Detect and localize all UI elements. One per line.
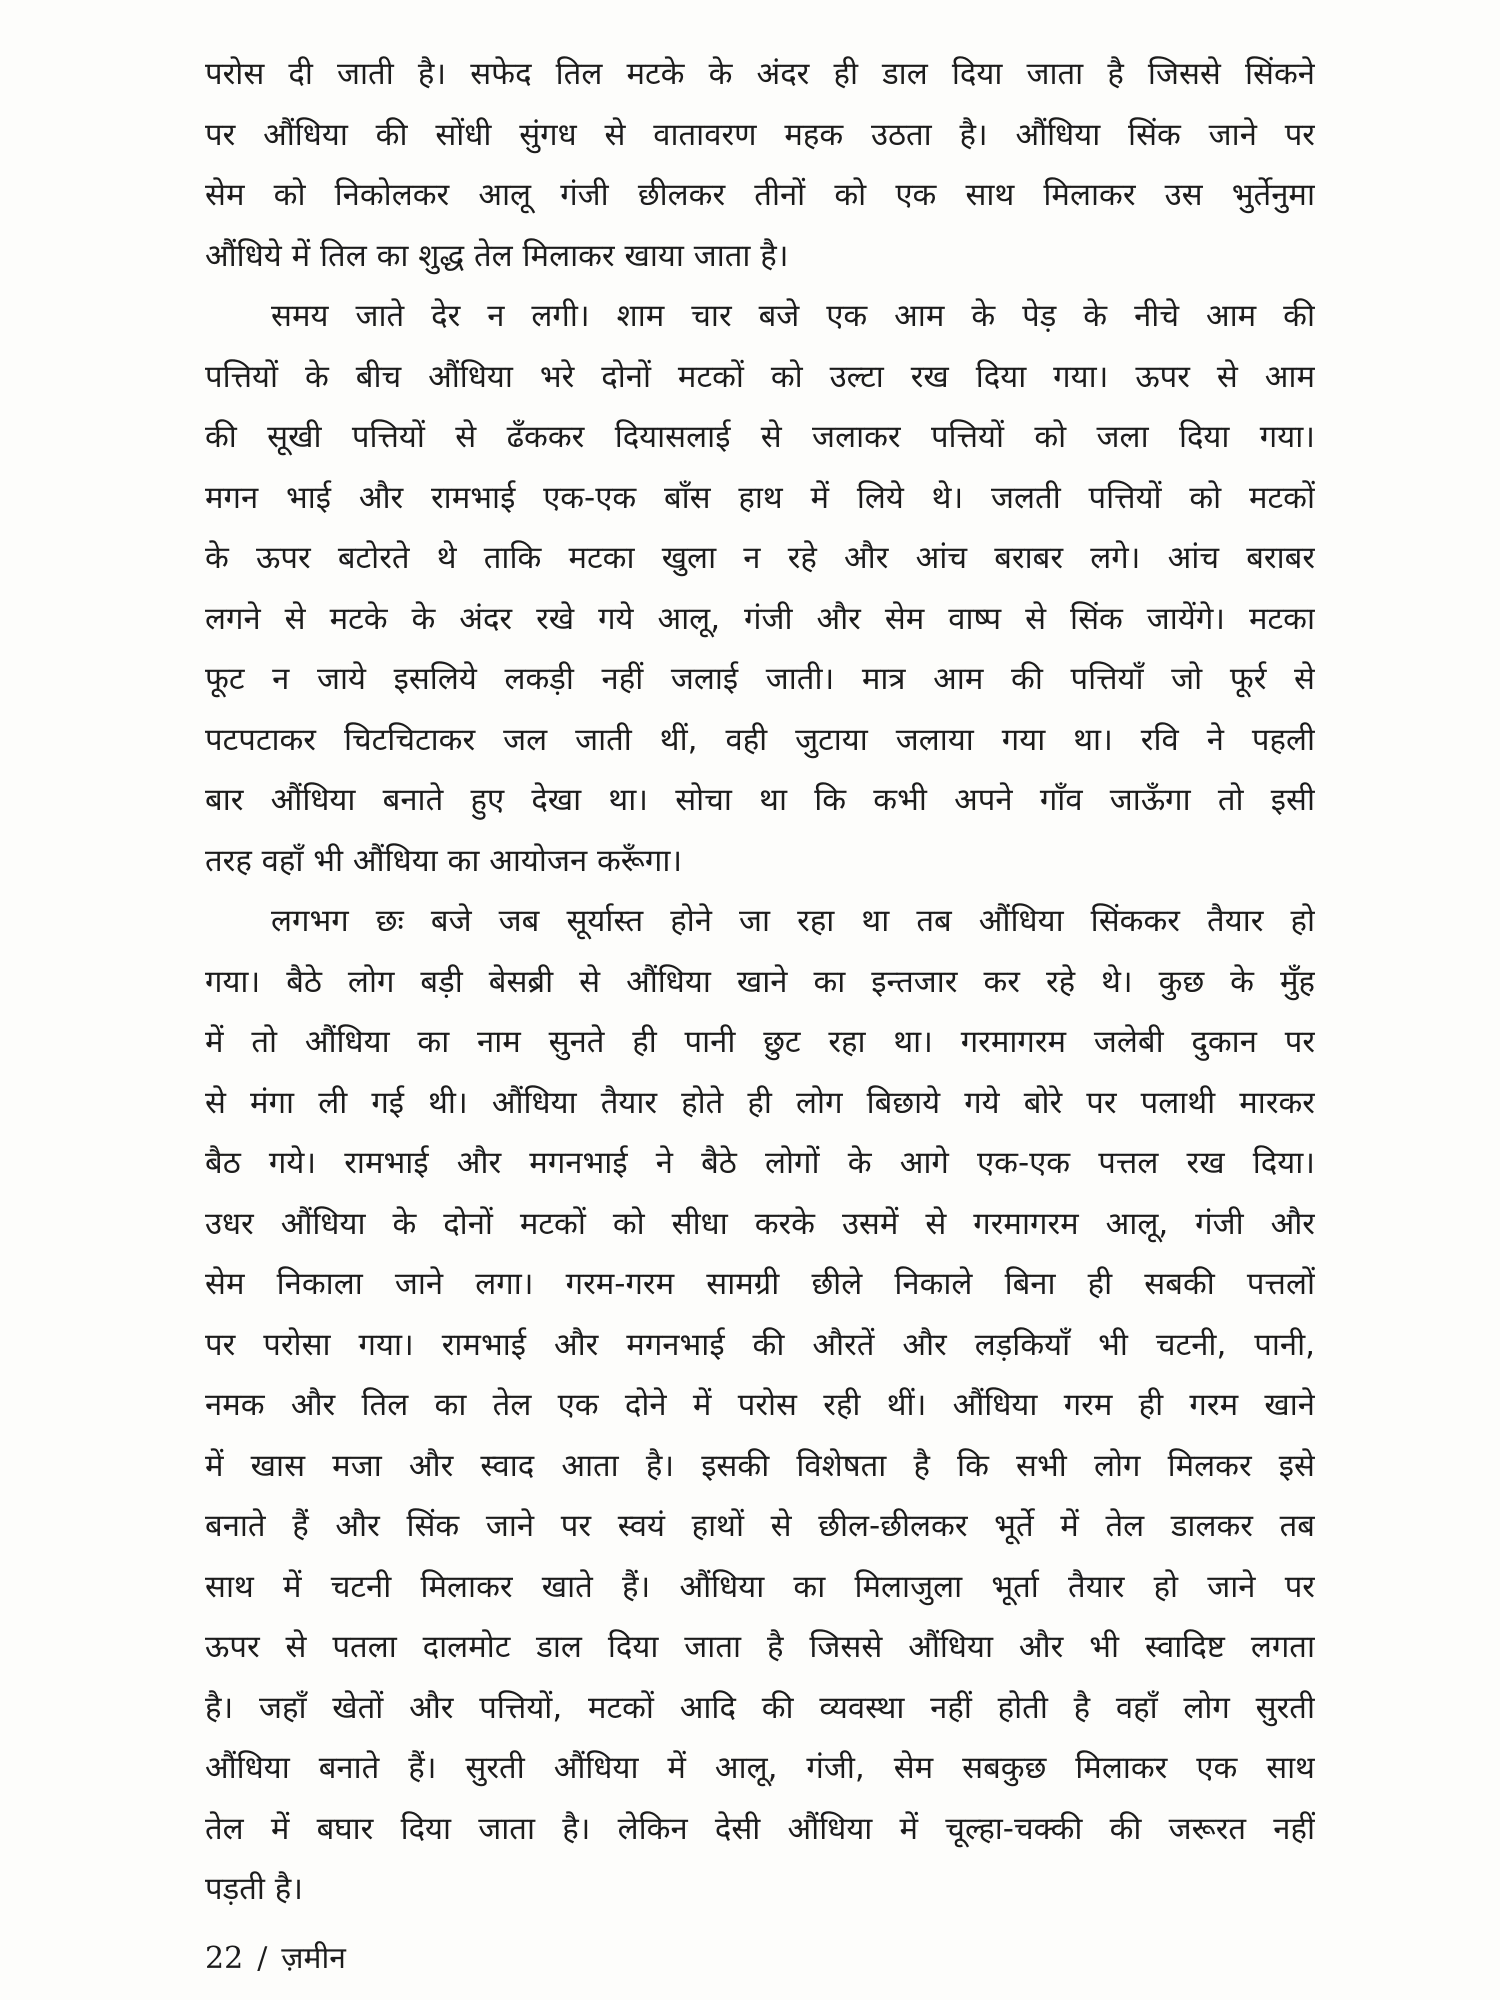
- text-line: पर औंधिया की सोंधी सुंगध से वातावरण महक उठता है। औंधिया सिंक जाने पर: [205, 116, 1315, 153]
- text-line: से मंगा ली गई थी। औंधिया तैयार होते ही लोग बिछाये गये बोरे पर पलाथी मारकर: [205, 1084, 1315, 1121]
- book-title: ज़मीन: [281, 1941, 346, 1976]
- text-line: है। जहाँ खेतों और पत्तियों, मटकों आदि की व्यवस्था नहीं होती है वहाँ लोग सुरती: [205, 1689, 1315, 1726]
- text-line: साथ में चटनी मिलाकर खाते हैं। औंधिया का मिलाजुला भूर्ता तैयार हो जाने पर: [205, 1568, 1315, 1605]
- text-line: बार औंधिया बनाते हुए देखा था। सोचा था कि कभी अपने गाँव जाऊँगा तो इसी: [205, 782, 1315, 818]
- text-line: की सूखी पत्तियों से ढँककर दियासलाई से जलाकर पत्तियों को जला दिया गया।: [205, 419, 1315, 455]
- text-line: में खास मजा और स्वाद आता है। इसकी विशेषता है कि सभी लोग मिलकर इसे: [205, 1447, 1315, 1484]
- text-line: सेम को निकोलकर आलू गंजी छीलकर तीनों को एक साथ मिलाकर उस भुर्तेनुमा: [205, 177, 1315, 213]
- footer-separator: /: [257, 1941, 268, 1976]
- body-text: [205, 44, 1315, 1920]
- text-line: सेम निकाला जाने लगा। गरम-गरम सामग्री छीले निकाले बिना ही सबकी पत्तलों: [205, 1266, 1315, 1302]
- page-number: 22: [205, 1941, 244, 1976]
- text-line: समय जाते देर न लगी। शाम चार बजे एक आम के पेड़ के नीचे आम की: [271, 298, 1315, 334]
- text-line: औंधिया बनाते हैं। सुरती औंधिया में आलू, गंजी, सेम सबकुछ मिलाकर एक साथ: [205, 1750, 1315, 1786]
- text-line: पर परोसा गया। रामभाई और मगनभाई की औरतें और लड़कियाँ भी चटनी, पानी,: [205, 1326, 1315, 1363]
- text-line: परोस दी जाती है। सफेद तिल मटके के अंदर ही डाल दिया जाता है जिससे सिंकने: [205, 56, 1315, 92]
- text-line: तेल में बघार दिया जाता है। लेकिन देसी औंधिया में चूल्हा-चक्की की जरूरत नहीं: [205, 1810, 1315, 1847]
- text-line: पत्तियों के बीच औंधिया भरे दोनों मटकों को उल्टा रख दिया गया। ऊपर से आम: [205, 358, 1315, 395]
- text-line: लगने से मटके के अंदर रखे गये आलू, गंजी और सेम वाष्प से सिंक जायेंगे। मटका: [205, 600, 1315, 637]
- text-line: में तो औंधिया का नाम सुनते ही पानी छुट रहा था। गरमागरम जलेबी दुकान पर: [205, 1024, 1315, 1060]
- text-line: बैठ गये। रामभाई और मगनभाई ने बैठे लोगों के आगे एक-एक पत्तल रख दिया।: [205, 1145, 1315, 1181]
- page-footer: [205, 1936, 346, 1977]
- text-line: तरह वहाँ भी औंधिया का आयोजन करूँगा।: [205, 842, 683, 879]
- text-line: गया। बैठे लोग बड़ी बेसब्री से औंधिया खाने का इन्तजार कर रहे थे। कुछ के मुँह: [205, 963, 1315, 1000]
- text-line: औंधिये में तिल का शुद्ध तेल मिलाकर खाया जाता है।: [205, 237, 789, 274]
- text-line: फूट न जाये इसलिये लकड़ी नहीं जलाई जाती। मात्र आम की पत्तियाँ जो फूर्र से: [205, 661, 1315, 697]
- text-line: नमक और तिल का तेल एक दोने में परोस रही थीं। औंधिया गरम ही गरम खाने: [205, 1387, 1315, 1423]
- text-line: के ऊपर बटोरते थे ताकि मटका खुला न रहे और आंच बराबर लगे। आंच बराबर: [205, 540, 1315, 576]
- text-line: पटपटाकर चिटचिटाकर जल जाती थीं, वही जुटाया जलाया गया था। रवि ने पहली: [205, 721, 1315, 758]
- text-line: उधर औंधिया के दोनों मटकों को सीधा करके उसमें से गरमागरम आलू, गंजी और: [205, 1205, 1315, 1242]
- text-line: बनाते हैं और सिंक जाने पर स्वयं हाथों से छील-छीलकर भूर्ते में तेल डालकर तब: [205, 1508, 1315, 1544]
- text-line: लगभग छः बजे जब सूर्यास्त होने जा रहा था तब औंधिया सिंककर तैयार हो: [271, 903, 1315, 939]
- text-line: पड़ती है।: [205, 1871, 303, 1907]
- text-line: ऊपर से पतला दालमोट डाल दिया जाता है जिससे औंधिया और भी स्वादिष्ट लगता: [205, 1629, 1315, 1665]
- text-line: मगन भाई और रामभाई एक-एक बाँस हाथ में लिये थे। जलती पत्तियों को मटकों: [205, 479, 1315, 516]
